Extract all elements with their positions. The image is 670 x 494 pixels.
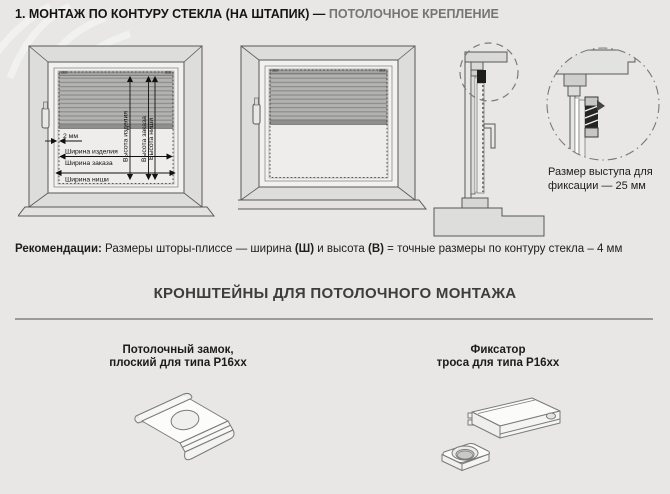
ceiling-lock-label: Потолочный замок, плоский для типа P16xx	[109, 344, 247, 369]
page-title-main: 1. МОНТАЖ ПО КОНТУРУ СТЕКЛА (НА ШТАПИК) —	[15, 7, 329, 21]
frame-cross-section	[434, 52, 544, 236]
dim-2mm: 2 мм	[63, 133, 79, 140]
mounting-detail-content	[550, 50, 635, 158]
control-hook	[484, 124, 495, 148]
window-sill	[238, 200, 426, 209]
dim-width-order: Ширина заказа	[65, 160, 113, 167]
blind-bottom-rail	[59, 124, 173, 129]
window-handle	[42, 108, 49, 128]
page-title-accent: ПОТОЛОЧНОЕ КРЕПЛЕНИЕ	[328, 7, 499, 21]
detail-caption-line1: Размер выступа для	[548, 166, 653, 178]
blind-bottom-rail	[270, 120, 387, 125]
window-diagram-plain	[238, 44, 433, 214]
sill-section	[434, 208, 544, 236]
cable-fixator-illustration	[432, 390, 562, 478]
blind-top-rail	[270, 70, 387, 74]
dim-width-product: Ширина изделия	[65, 148, 118, 156]
pleated-blind	[59, 71, 173, 128]
section-title: КРОНШТЕЙНЫ ДЛЯ ПОТОЛОЧНОГО МОНТАЖА	[153, 285, 517, 302]
pleated-blind	[270, 69, 387, 124]
page-title	[15, 7, 499, 21]
detail-caption	[548, 166, 670, 193]
frame-head-section	[465, 52, 507, 62]
recommendations-text: Рекомендации: Размеры шторы-плиссе — ширина (Ш) и высота (В) = точные размеры по контуру стекла – 4 мм	[15, 243, 623, 255]
frame-head-detail	[550, 50, 635, 74]
window-diagram-dimensioned	[18, 44, 238, 224]
mounting-bracket-block	[477, 70, 486, 83]
mounting-detail-view	[540, 40, 668, 170]
window-frame	[18, 46, 214, 216]
recommendations-label: Рекомендации:	[15, 243, 102, 255]
window-sill	[18, 207, 214, 216]
dim-height-product: Высота изделия	[122, 111, 130, 162]
section-divider	[15, 318, 653, 320]
window-handle	[253, 104, 260, 124]
dim-height-niche: Высота ниши	[148, 117, 155, 160]
blind-top-rail	[59, 72, 173, 76]
dim-height-order: Высота заказа	[141, 116, 148, 162]
ceiling-lock-illustration	[128, 390, 238, 478]
side-section-view	[432, 40, 547, 240]
dim-width-niche: Ширина ниши	[65, 176, 109, 184]
cable-fixator-label: Фиксатор троса для типа P16xx	[436, 344, 560, 369]
detail-caption-line2: фиксации — 25 мм	[548, 179, 646, 192]
fixation-bracket-detail	[585, 97, 605, 137]
